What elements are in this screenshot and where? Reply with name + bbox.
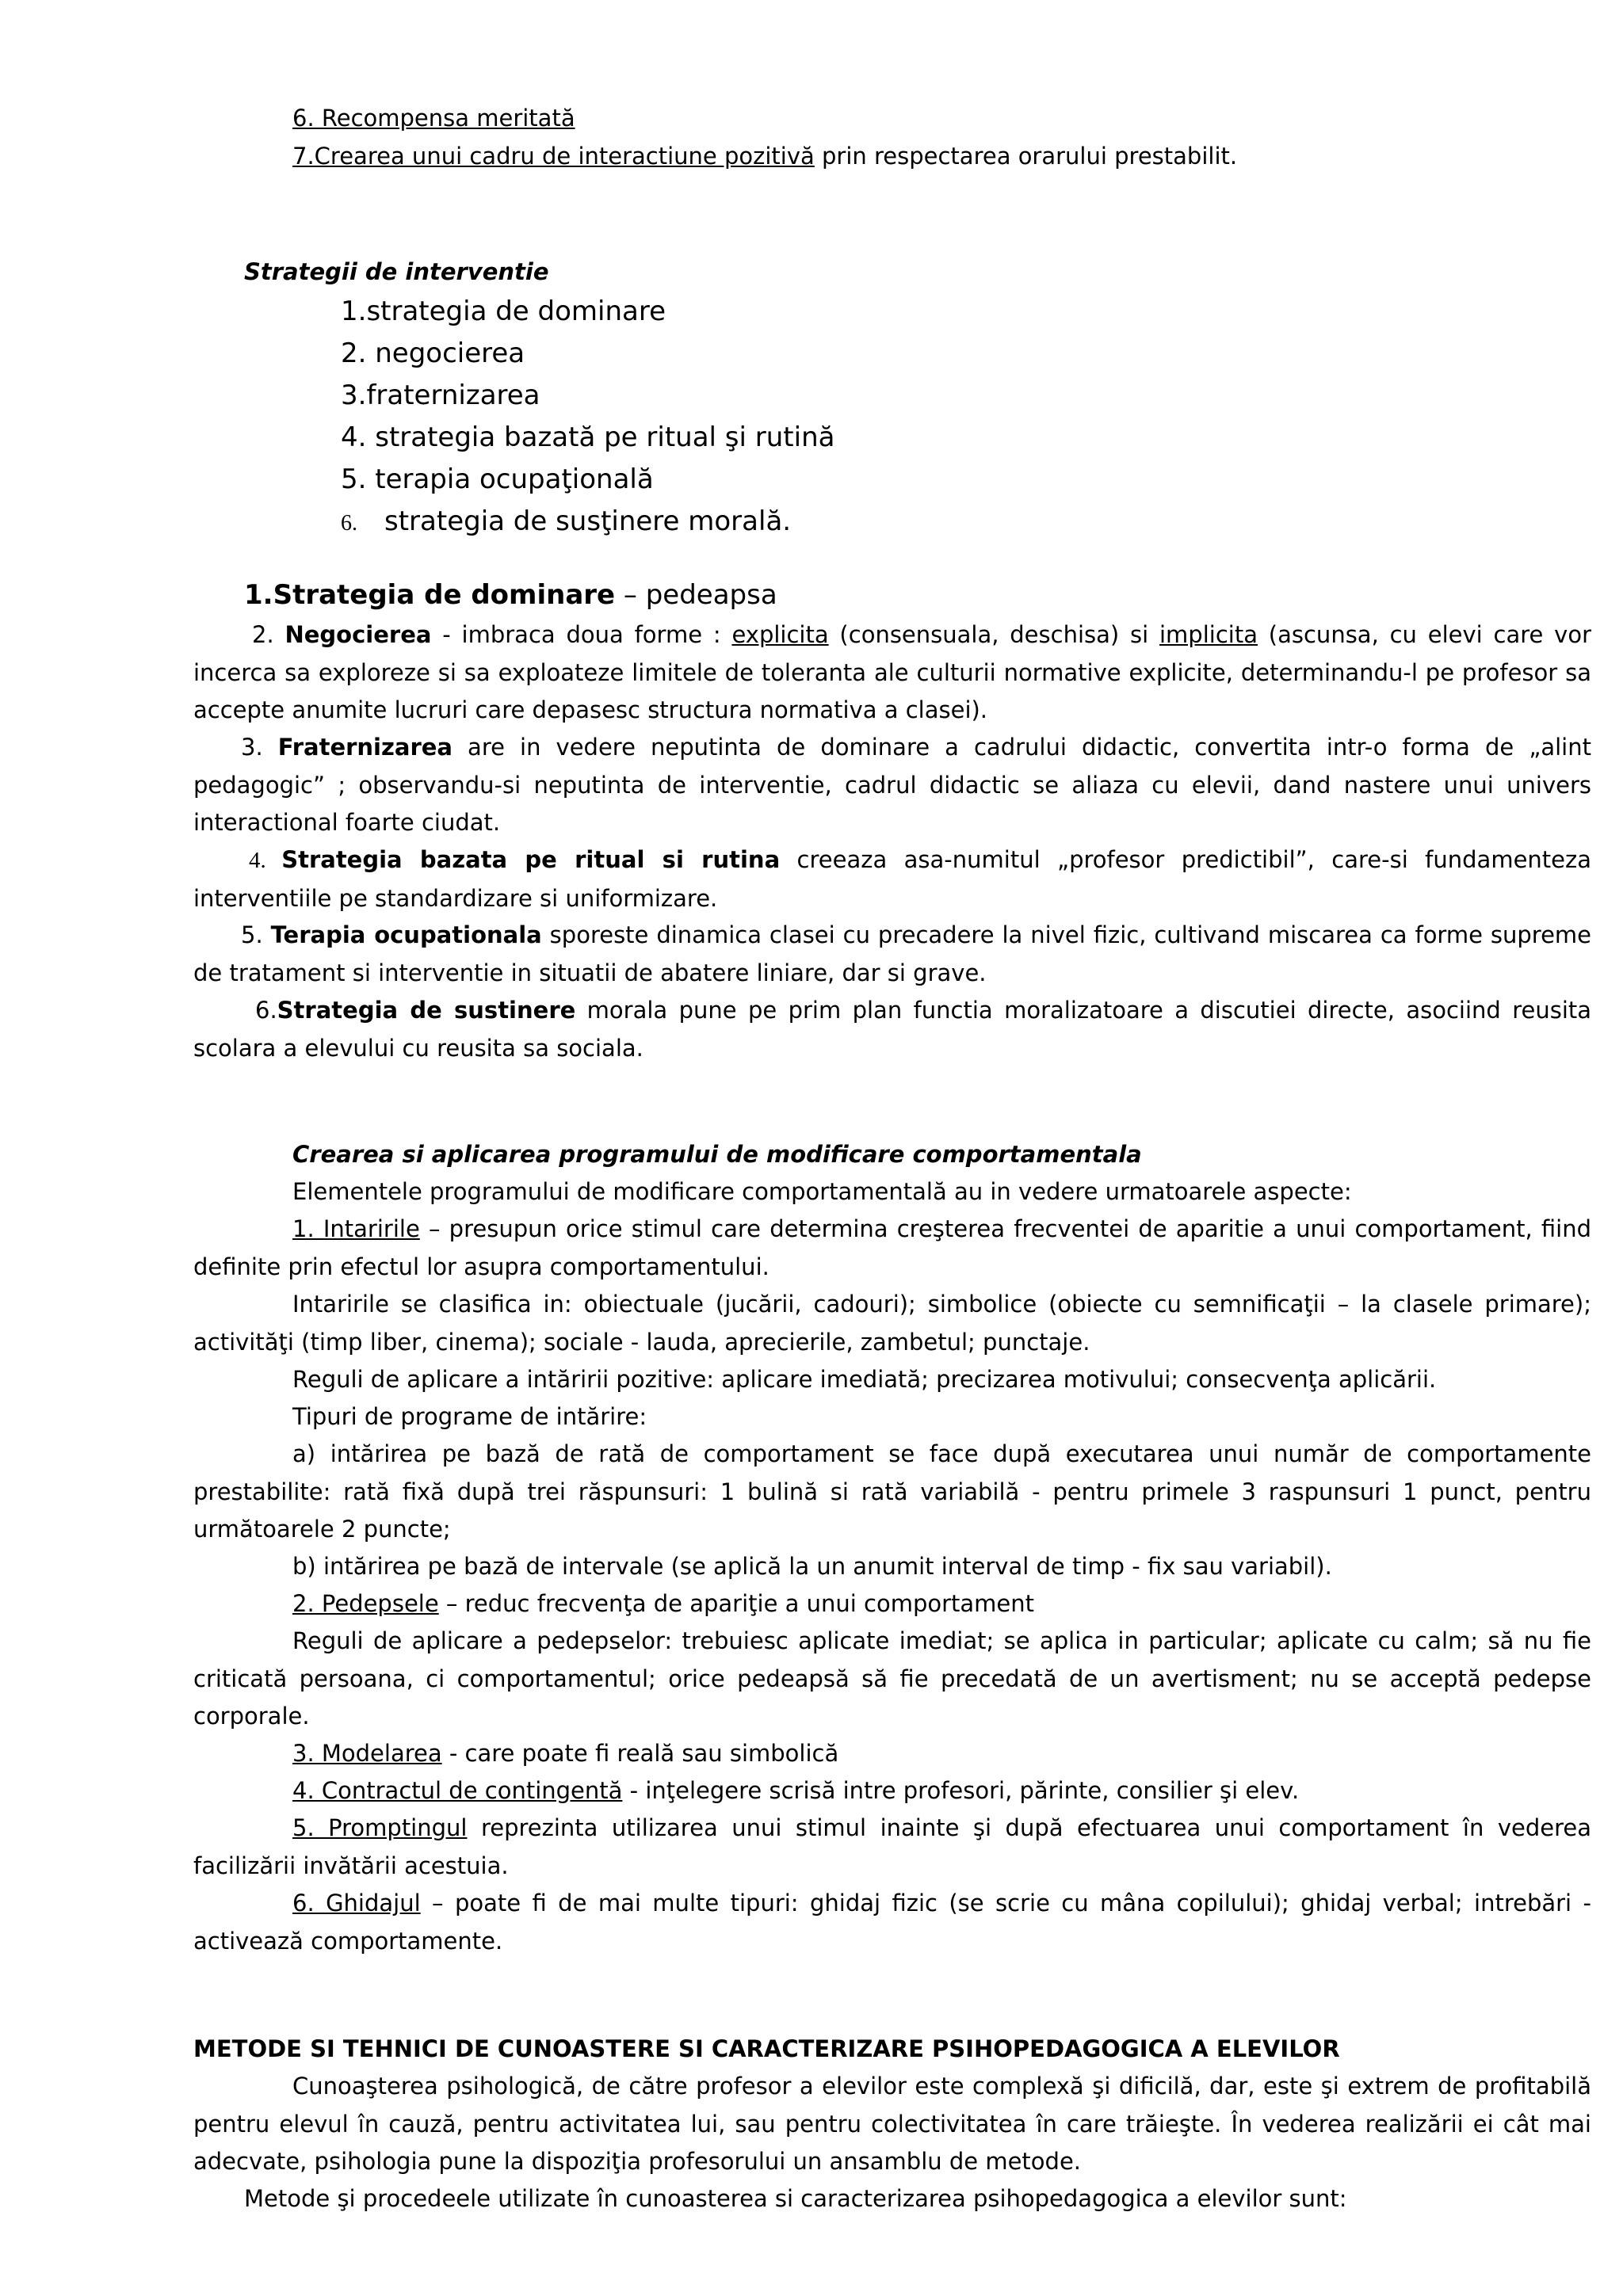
strategy-1-number: 1. <box>244 579 273 611</box>
strategy-2-implicit: implicita <box>1159 621 1258 648</box>
program-modelarea-text: - care poate fi reală sau simbolică <box>441 1740 839 1767</box>
program-intervale: b) intărirea pe bază de intervale (se aplică la un anumit interval de timp - fix sau variabil). <box>292 1553 1332 1580</box>
strategy-3-name: Fraternizarea <box>277 734 453 761</box>
program-prompting <box>193 1810 1591 1885</box>
list-item-7-rest: prin respectarea orarului prestabilit. <box>814 143 1238 170</box>
program-pedepse <box>292 1585 1034 1623</box>
program-pedepse-text: – reduc frecvenţa de apariţie a unui comportament <box>438 1590 1035 1617</box>
program-intariri-text: – presupun orice stimul care determina creşterea frecventei de aparitie a unui comportament, fiind definite prin efectul lor asupra comportamentului. <box>193 1215 1591 1280</box>
strategy-4-text: creeaza asa-numitul „profesor predictibil”, care-si fundamenteza interventiile pe standardizare si uniformizare. <box>193 846 1592 912</box>
program-intariri <box>193 1211 1591 1286</box>
strategy-2-text-b: (consensuala, deschisa) si <box>828 621 1159 648</box>
section-title-program: Crearea si aplicarea programului de modificare comportamentala <box>292 1141 1142 1168</box>
strategy-6-name: Strategia de sustinere <box>277 997 576 1024</box>
metode-paragraph-2: Metode şi procedeele utilizate în cunoasterea si caracterizarea psihopedagogica a elevilor sunt: <box>244 2185 1347 2212</box>
strategy-2-text-c: (ascunsa, cu elevi care vor incerca sa exploreze si sa exploateze limitele de toleranta ale culturii normative explicite, determinandu-l pe profesor sa accepte anumite lucruri care depasesc structura normativa a clasei). <box>193 621 1591 723</box>
program-ghidaj <box>193 1885 1591 1960</box>
program-intro: Elementele programului de modificare comportamentală au in vedere urmatoarele aspecte: <box>292 1178 1352 1205</box>
strategy-2-name: Negocierea <box>285 621 432 648</box>
strategy-3-text: are in vedere neputinta de dominare a cadrului didactic, convertita intr-o forma de „alint pedagogic” ; observandu-si neputinta de interventie, cadrul didactic se aliaza cu elevii, dand nastere unui univers interactional foarte ciudat. <box>193 734 1591 836</box>
strategy-1-heading <box>244 577 777 615</box>
strategy-6-paragraph <box>193 992 1591 1067</box>
strategy-list-item-6 <box>341 503 791 543</box>
program-rata: a) intărirea pe bază de rată de comportament se face după executarea unui număr de comportamente prestabilite: rată fixă după trei răspunsuri: 1 bulină si rată variabilă - pentru primele 3 raspunsuri 1 punct, pentru următoarele 2 puncte; <box>193 1440 1591 1543</box>
program-intariri-title: 1. Intaririle <box>292 1215 420 1242</box>
program-ghidaj-text: – poate fi de mai multe tipuri: ghidaj fizic (se scrie cu mâna copilului); ghidaj verbal; intrebări - activează comportamente. <box>193 1890 1591 1955</box>
strategy-4-number: 4. <box>249 848 282 873</box>
program-pedepse-title: 2. Pedepsele <box>292 1590 439 1617</box>
program-ghidaj-title: 6. Ghidajul <box>292 1890 421 1917</box>
program-prompting-text: reprezinta utilizarea unui stimul inainte şi după efectuarea unui comportament în vederea facilizării invătării acestuia. <box>193 1814 1591 1879</box>
strategy-4-paragraph <box>193 841 1591 917</box>
strategy-5-text: sporeste dinamica clasei cu precadere la nivel fizic, cultivand miscarea ca forme supreme de tratament si interventie in situatii de abatere liniare, dar si grave. <box>193 921 1591 986</box>
strategy-2-number: 2. <box>252 621 285 648</box>
program-intariri-clasificare: Intaririle se clasifica in: obiectuale (jucării, cadouri); simbolice (obiecte cu semnificaţii – la clasele primare); activităţi (timp liber, cinema); sociale - lauda, aprecierile, zambetul; punctaje. <box>193 1291 1591 1356</box>
program-contract-title: 4. Contractul de contingentă <box>292 1777 623 1804</box>
list-item-7-underlined: 7.Crearea unui cadru de interactiune pozitivă <box>292 143 815 170</box>
section-title-metode: METODE SI TEHNICI DE CUNOASTERE SI CARACTERIZARE PSIHOPEDAGOGICA A ELEVILOR <box>193 2035 1340 2062</box>
program-reguli-pedepse: Reguli de aplicare a pedepselor: trebuiesc aplicate imediat; se aplica in particular; aplicate cu calm; să nu fie criticată persoana, ci comportamentul; orice pedeapsă să fie precedată de un avertisment; nu se acceptă pedepse corporale. <box>193 1627 1591 1730</box>
section-title-strategii: Strategii de interventie <box>244 258 549 285</box>
program-reguli-intarire: Reguli de aplicare a intăririi pozitive: aplicare imediată; precizarea motivului; consecvenţa aplicării. <box>292 1366 1437 1393</box>
strategy-list-item-1: 1.strategia de dominare <box>341 296 666 327</box>
strategy-list-item-4: 4. strategia bazată pe ritual şi rutină <box>341 421 835 453</box>
list-item-6 <box>292 100 575 138</box>
strategy-2-explicit: explicita <box>731 621 829 648</box>
strategy-4-name: Strategia bazata pe ritual si rutina <box>281 846 781 873</box>
metode-paragraph-1: Cunoaşterea psihologică, de către profesor a elevilor este complexă şi dificilă, dar, este şi extrem de profitabilă pentru elevul în cauză, pentru activitatea lui, sau pentru colectivitatea în care trăieşte. În vederea realizării ei cât mai adecvate, psihologia pune la dispoziţia profesorului un ansamblu de metode. <box>193 2073 1591 2175</box>
strategy-1-name: Strategia de dominare <box>273 579 616 611</box>
program-modelarea <box>292 1735 838 1773</box>
strategy-6-text: morala pune pe prim plan functia moralizatoare a discutiei directe, asociind reusita scolara a elevului cu reusita sa sociala. <box>193 997 1592 1062</box>
strategy-6-number: 6. <box>255 997 277 1024</box>
strategy-item-6-text: strategia de susţinere morală. <box>384 505 792 537</box>
strategy-1-desc: – pedeapsa <box>615 579 777 611</box>
program-contract <box>292 1772 1299 1810</box>
strategy-3-number: 3. <box>241 734 278 761</box>
strategy-5-name: Terapia ocupationala <box>270 921 542 948</box>
list-item-7 <box>292 138 1237 176</box>
strategy-list-item-5: 5. terapia ocupaţională <box>341 463 654 495</box>
program-modelarea-title: 3. Modelarea <box>292 1740 442 1767</box>
program-prompting-title: 5. Promptingul <box>292 1814 468 1841</box>
strategy-list-item-3: 3.fraternizarea <box>341 379 540 411</box>
strategy-2-paragraph <box>193 616 1591 730</box>
strategy-list-item-2: 2. negocierea <box>341 338 525 369</box>
list-item-6-text: 6. Recompensa meritată <box>292 105 575 132</box>
strategy-item-6-number: 6. <box>341 511 357 536</box>
strategy-5-number: 5. <box>241 921 271 948</box>
strategy-2-text-a: - imbraca doua forme : <box>431 621 732 648</box>
program-contract-text: - inţelegere scrisă intre profesori, părinte, consilier şi elev. <box>622 1777 1300 1804</box>
strategy-5-paragraph <box>193 917 1591 992</box>
program-tipuri: Tipuri de programe de intărire: <box>292 1403 647 1430</box>
strategy-3-paragraph <box>193 729 1591 842</box>
